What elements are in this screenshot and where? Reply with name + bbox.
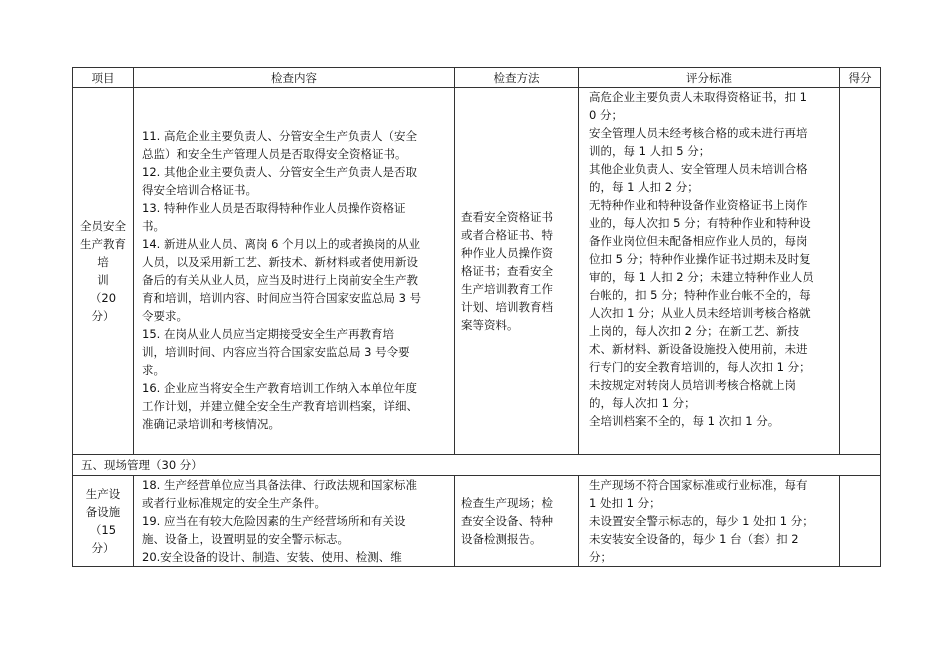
- content-line: 准确记录培训和考核情况。: [142, 417, 280, 431]
- standard-line: 上岗的，每人次扣 2 分；在新工艺、新技: [589, 324, 800, 338]
- header-method: 检查方法: [455, 68, 579, 88]
- header-standard: 评分标准: [579, 68, 840, 88]
- header-content: 检查内容: [134, 68, 455, 88]
- item-line: 全员安全: [80, 219, 126, 233]
- method-line: 生产培训教育工作: [461, 282, 553, 296]
- content-line: 11. 高危企业主要负责人、分管安全生产负责人（安全: [142, 129, 417, 143]
- content-line: 书。: [142, 219, 165, 233]
- table-row-equipment: [73, 476, 881, 567]
- item-line: 生产设: [85, 487, 121, 501]
- standard-line: 0 分；: [589, 108, 623, 122]
- standard-line: 未按规定对转岗人员培训考核合格就上岗: [589, 378, 796, 392]
- method-line: 格证书；查看安全: [461, 264, 553, 278]
- standard-line: 全培训档案不全的，每 1 次扣 1 分。: [589, 414, 780, 428]
- table-row-training: [73, 88, 881, 455]
- content-line: 20.安全设备的设计、制造、安装、使用、检测、维: [142, 550, 402, 564]
- method-line: 检查生产现场；检: [461, 496, 553, 510]
- item-line: 分）: [91, 541, 115, 555]
- standard-line: 无特种作业和特种设备作业资格证书上岗作: [589, 198, 808, 212]
- score-cell[interactable]: [840, 88, 881, 455]
- content-line: 求。: [142, 363, 165, 377]
- item-line: 分）: [91, 309, 115, 323]
- content-line: 15. 在岗从业人员应当定期接受安全生产再教育培: [142, 327, 394, 341]
- standard-cell: [579, 88, 840, 455]
- method-line: 查看安全资格证书: [461, 210, 553, 224]
- standard-line: 术、新材料、新设备设施投入使用前，未进: [589, 342, 808, 356]
- content-line: 人员，以及采用新工艺、新技术、新材料或者使用新设: [142, 255, 418, 269]
- standard-line: 生产现场不符合国家标准或行业标准，每有: [589, 478, 808, 492]
- standard-line: 业的，每人次扣 5 分；有特种作业和特种设: [589, 216, 811, 230]
- content-line: 育和培训，培训内容、时间应当符合国家安监总局 3 号: [142, 291, 422, 305]
- standard-line: 行专门的安全教育培训的，每人次扣 1 分；: [589, 360, 811, 374]
- standard-line: 未安装安全设备的，每少 1 台（套）扣 2: [589, 532, 799, 546]
- content-line: 工作计划，并建立健全安全生产教育培训档案，详细、: [142, 399, 418, 413]
- item-line: 备设施: [85, 505, 121, 519]
- content-line: 16. 企业应当将安全生产教育培训工作纳入本单位年度: [142, 381, 417, 395]
- item-line: （15: [89, 523, 117, 537]
- section-row: [73, 455, 881, 476]
- standard-line: 未设置安全警示标志的，每少 1 处扣 1 分；: [589, 514, 814, 528]
- standard-line: 其他企业负责人、安全管理人员未培训合格: [589, 162, 808, 176]
- method-line: 设备检测报告。: [461, 532, 542, 546]
- method-line: 种作业人员操作资: [461, 246, 553, 260]
- content-cell: [134, 476, 455, 567]
- section-title: 五、现场管理（30 分）: [73, 455, 881, 476]
- header-row: [73, 68, 881, 88]
- item-line: 培: [97, 255, 109, 269]
- standard-line: 审的，每 1 人扣 2 分；未建立特种作业人员: [589, 270, 814, 284]
- standard-line: 人次扣 1 分；从业人员未经培训考核合格就: [589, 306, 811, 320]
- item-line: 生产教育: [80, 237, 126, 251]
- content-line: 令要求。: [142, 309, 188, 323]
- score-cell[interactable]: [840, 476, 881, 567]
- method-line: 案等资料。: [461, 318, 519, 332]
- content-line: 或者行业标准规定的安全生产条件。: [142, 496, 326, 510]
- content-line: 13. 特种作业人员是否取得特种作业人员操作资格证: [142, 201, 406, 215]
- method-line: 计划、培训教育档: [461, 300, 553, 314]
- method-cell: [455, 88, 579, 455]
- method-cell: [455, 476, 579, 567]
- item-line: 训: [97, 273, 109, 287]
- content-line: 训，培训时间、内容应当符合国家安监总局 3 号令要: [142, 345, 410, 359]
- standard-line: 高危企业主要负责人未取得资格证书，扣 1: [589, 90, 807, 104]
- content-line: 得安全培训合格证书。: [142, 183, 257, 197]
- method-line: 查安全设备、特种: [461, 514, 553, 528]
- standard-line: 台帐的，扣 5 分；特种作业台帐不全的，每: [589, 288, 811, 302]
- standard-line: 的，每 1 人扣 2 分；: [589, 180, 699, 194]
- standard-line: 训的，每 1 人扣 5 分；: [589, 144, 711, 158]
- item-cell: [73, 476, 134, 567]
- content-line: 19. 应当在有较大危险因素的生产经营场所和有关设: [142, 514, 406, 528]
- standard-line: 安全管理人员未经考核合格的或未进行再培: [589, 126, 808, 140]
- standard-line: 1 处扣 1 分；: [589, 496, 661, 510]
- content-cell: [134, 88, 455, 455]
- standard-line: 备作业岗位但未配备相应作业人员的，每岗: [589, 234, 808, 248]
- content-line: 总监）和安全生产管理人员是否取得安全资格证书。: [142, 147, 407, 161]
- item-cell: [73, 88, 134, 455]
- content-line: 14. 新进从业人员、离岗 6 个月以上的或者换岗的从业: [142, 237, 421, 251]
- standard-line: 分；: [589, 550, 612, 564]
- content-line: 施、设备上，设置明显的安全警示标志。: [142, 532, 349, 546]
- standard-line: 位扣 5 分；特种作业操作证书过期未及时复: [589, 252, 811, 266]
- item-line: （20: [89, 291, 117, 305]
- content-line: 12. 其他企业主要负责人、分管安全生产负责人是否取: [142, 165, 417, 179]
- content-line: 备后的有关从业人员，应当及时进行上岗前安全生产教: [142, 273, 418, 287]
- method-line: 或者合格证书、特: [461, 228, 553, 242]
- header-item: 项目: [73, 68, 134, 88]
- content-line: 18. 生产经营单位应当具备法律、行政法规和国家标准: [142, 478, 417, 492]
- standard-line: 的，每人次扣 1 分；: [589, 396, 696, 410]
- standard-cell: [579, 476, 840, 567]
- inspection-table: [72, 67, 881, 567]
- header-score: 得分: [840, 68, 881, 88]
